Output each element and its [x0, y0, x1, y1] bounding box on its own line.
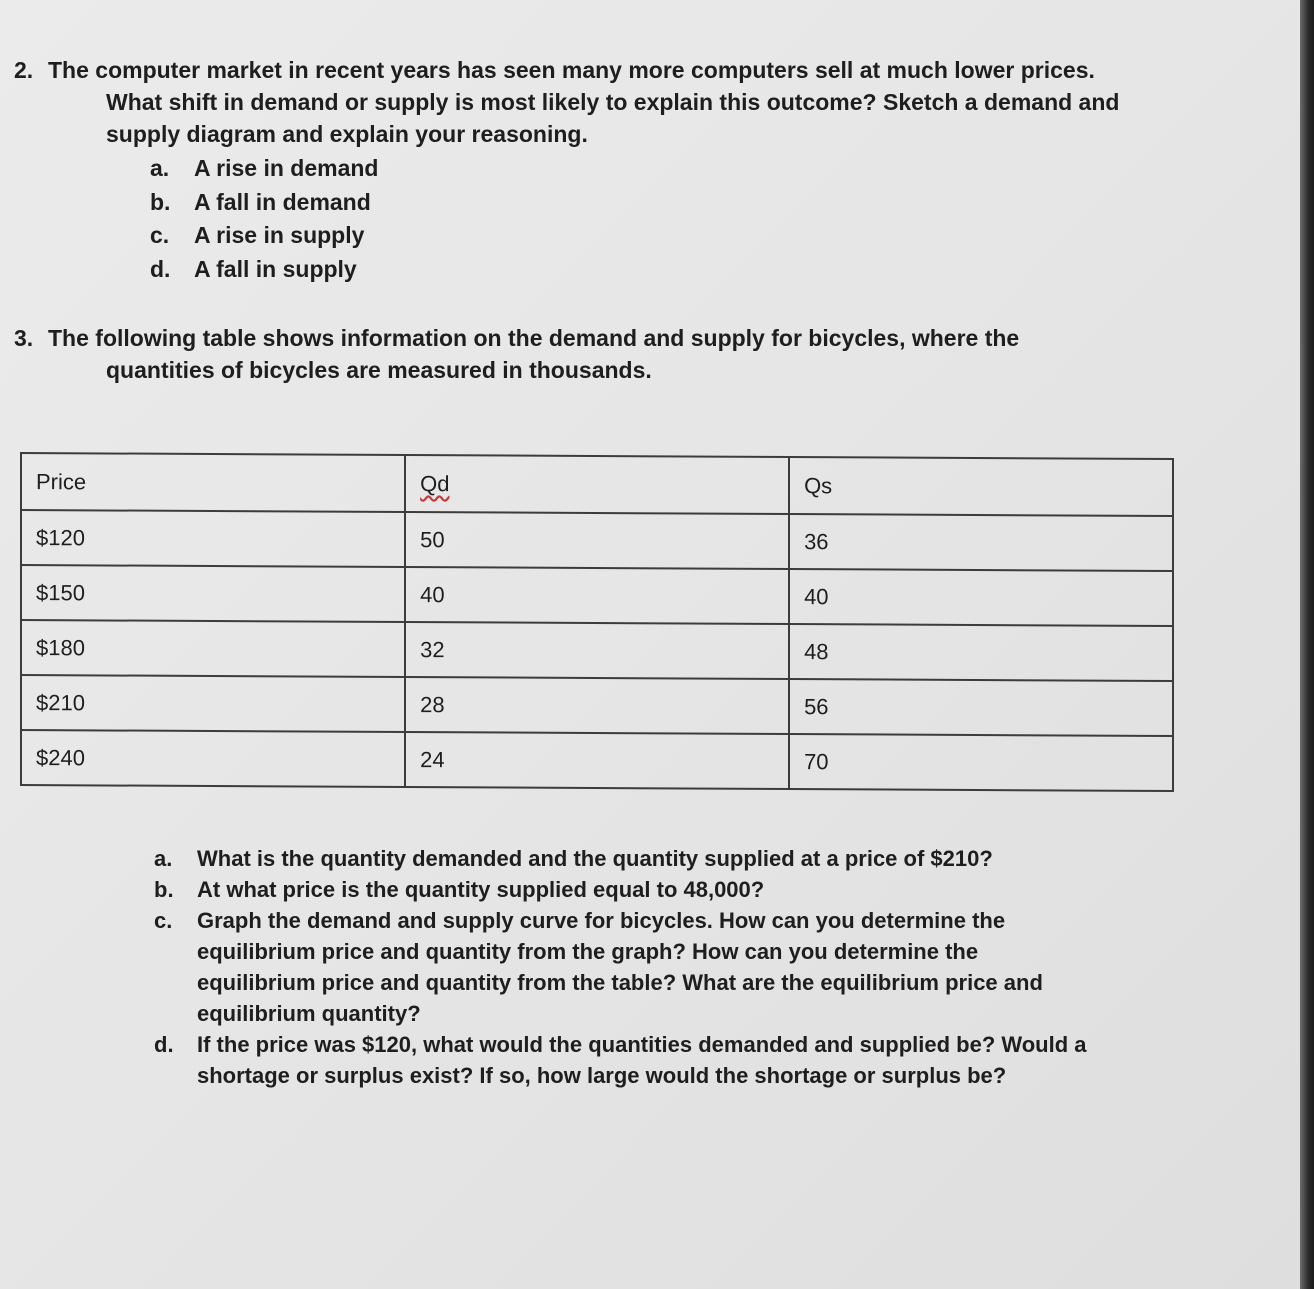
question-2-option-d [14, 253, 1154, 287]
cell-price: $210 [21, 675, 405, 732]
subquestion-text: If the price was $120, what would the quantities demanded and supplied be? Would a shortage or surplus exist? If so, how large would the shortage or surplus be? [197, 1032, 1087, 1088]
header-qs: Qs [789, 457, 1173, 516]
subquestion-letter: d. [154, 1032, 174, 1057]
cell-qs: 40 [789, 569, 1173, 626]
table-row [21, 565, 1173, 626]
question-3 [14, 322, 1154, 386]
subquestion-text: Graph the demand and supply curve for bicycles. How can you determine the equilibrium price and quantity from the graph? How can you determine the equilibrium price and quantity from the table? What are the equilibrium price and equilibrium quantity? [197, 908, 1043, 1026]
option-letter: d. [150, 255, 171, 282]
table-header-row [21, 453, 1173, 516]
cell-price: $150 [21, 565, 405, 622]
cell-qs: 48 [789, 624, 1173, 681]
cell-price: $180 [21, 620, 405, 677]
subquestion-letter: b. [154, 877, 174, 902]
question-2-option-c [14, 219, 1154, 253]
header-qd-label: Qd [420, 470, 450, 496]
table-row [21, 730, 1173, 791]
table-row [21, 675, 1173, 736]
monitor-bezel [1300, 0, 1314, 1289]
demand-supply-table [20, 452, 1174, 792]
question-3-subquestions [14, 843, 1154, 1091]
cell-qd: 28 [405, 677, 789, 734]
question-2-line-2: What shift in demand or supply is most likely to explain this outcome? Sketch a demand and [106, 89, 1120, 115]
table-row [21, 510, 1173, 571]
question-2-option-a [14, 152, 1154, 186]
cell-price: $240 [21, 730, 405, 787]
cell-qs: 36 [789, 514, 1173, 571]
question-2-options [14, 152, 1154, 286]
question-2 [14, 54, 1154, 286]
cell-qd: 32 [405, 622, 789, 679]
subquestion-b [14, 874, 1154, 905]
cell-qd: 24 [405, 732, 789, 789]
subquestion-c [14, 905, 1154, 1029]
question-3-line-2: quantities of bicycles are measured in thousands. [106, 357, 652, 383]
table-row [21, 620, 1173, 681]
option-text: A fall in demand [194, 188, 371, 215]
question-3-line-1 [14, 322, 1154, 354]
subquestion-d [14, 1029, 1154, 1091]
question-2-option-b [14, 186, 1154, 220]
cell-price: $120 [21, 510, 405, 567]
option-letter: b. [150, 188, 171, 215]
option-text: A rise in demand [194, 155, 379, 181]
subquestion-a [14, 843, 1154, 874]
cell-qs: 70 [789, 734, 1173, 791]
subquestion-letter: a. [154, 846, 173, 871]
header-price: Price [21, 453, 405, 512]
question-2-text-1: The computer market in recent years has seen many more computers sell at much lower prices. [48, 57, 1095, 83]
subquestion-text: What is the quantity demanded and the quantity supplied at a price of $210? [197, 846, 993, 871]
option-letter: a. [150, 155, 170, 181]
option-letter: c. [150, 222, 170, 248]
question-2-number: 2. [14, 57, 34, 83]
subquestion-text: At what price is the quantity supplied equal to 48,000? [197, 877, 765, 902]
question-3-text-1: The following table shows information on the demand and supply for bicycles, where the [48, 325, 1020, 351]
question-3-number: 3. [14, 325, 34, 351]
question-2-line-3: supply diagram and explain your reasoning. [106, 121, 588, 147]
header-qd [405, 455, 789, 514]
option-text: A rise in supply [194, 222, 365, 248]
cell-qd: 40 [405, 567, 789, 624]
subquestion-letter: c. [154, 908, 173, 933]
option-text: A fall in supply [194, 255, 357, 282]
question-2-line-1 [14, 54, 1154, 86]
cell-qd: 50 [405, 512, 789, 569]
cell-qs: 56 [789, 679, 1173, 736]
